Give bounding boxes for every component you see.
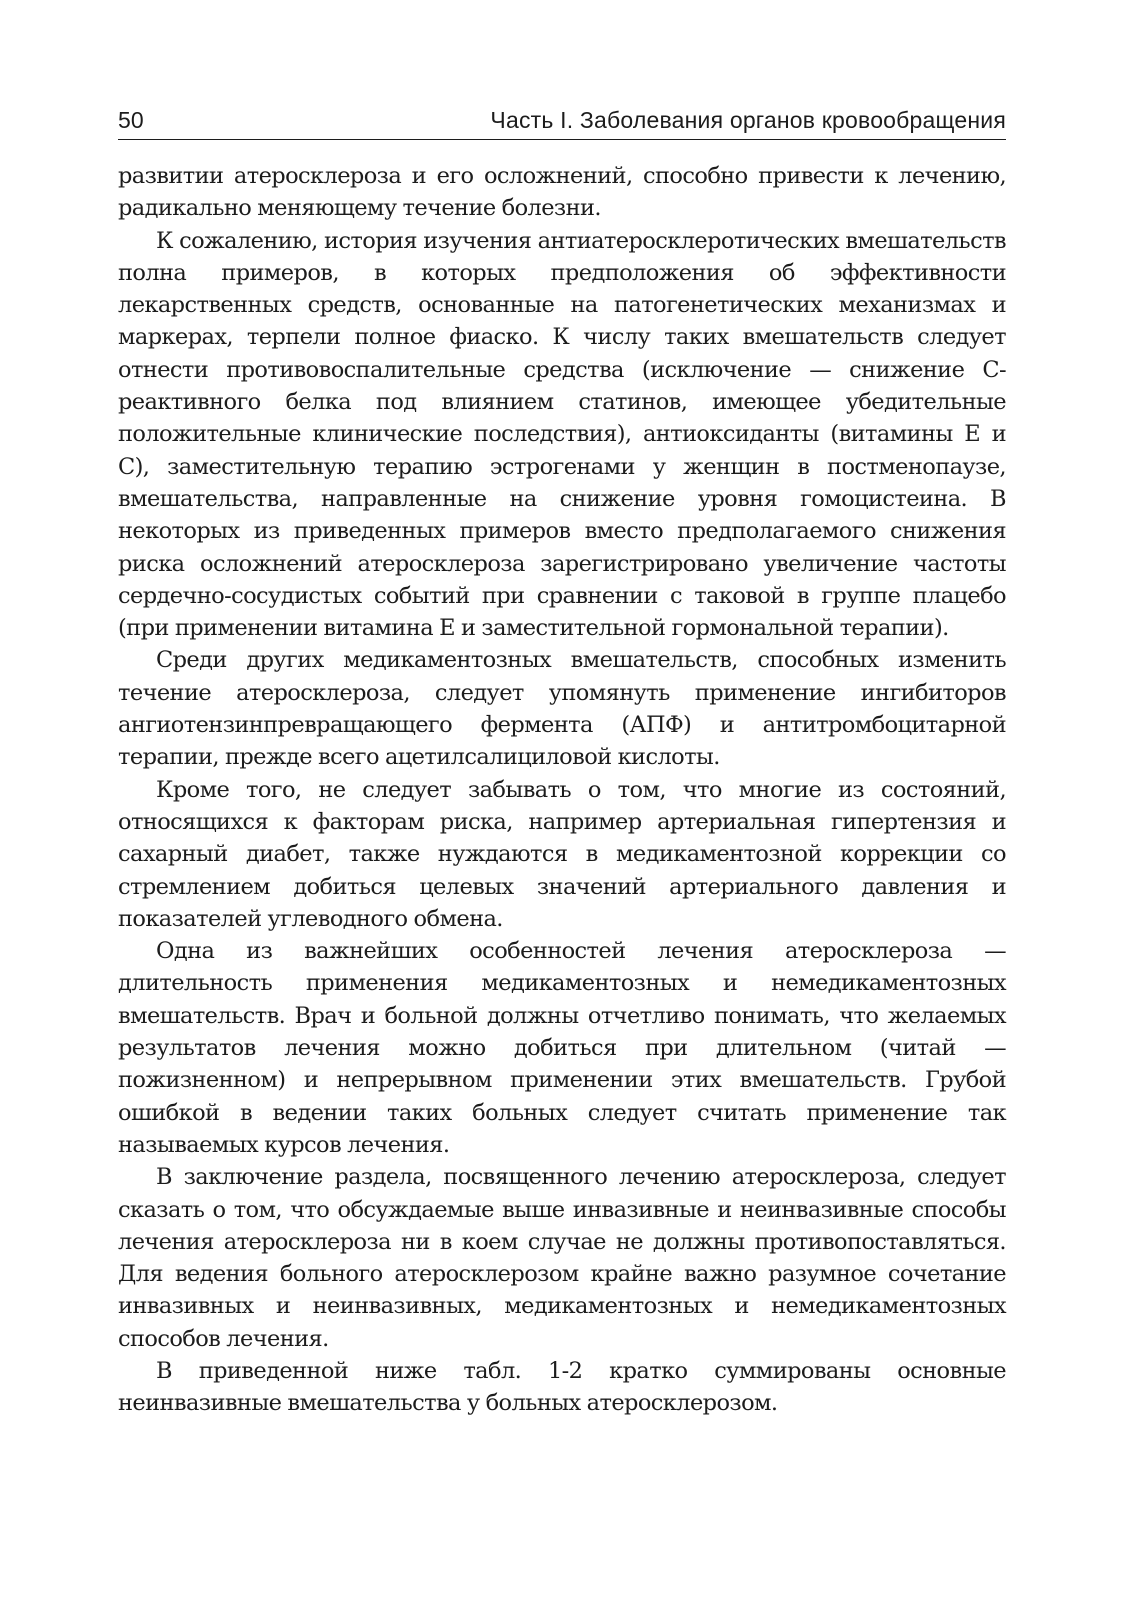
running-head: [118, 106, 1006, 140]
running-title: Часть I. Заболевания органов кровообращения: [490, 107, 1006, 133]
paragraph: В заключение раздела, посвященного лечению атеросклероза, следует сказать о том, что обсуждаемые выше инвазивные и неинвазивные способы лечения атеросклероза ни в коем случае не должны противопоставляться. Для ведения больного атеросклерозом крайне важно разумное сочетание инвазивных и неинвазивных, медикаментозных и немедикаментозных способов лечения.: [118, 1164, 1006, 1352]
book-page: [118, 106, 1006, 1420]
body-text: [118, 160, 1006, 1420]
page-number: 50: [118, 107, 144, 133]
paragraph: Кроме того, не следует забывать о том, что многие из состояний, относящихся к факторам риска, например артериальная гипертензия и сахарный диабет, также нуждаются в медикаментозной коррекции со стремлением добиться целевых значений артериального давления и показателей углеводного обмена.: [118, 776, 1006, 932]
paragraph: Среди других медикаментозных вмешательств, способных изменить течение атеросклероза, следует упомянуть применение ингибиторов ангиотензинпревращающего фермента (АПФ) и антитромбоцитарной терапии, прежде всего ацетилсалициловой кислоты.: [118, 647, 1006, 771]
paragraph: К сожалению, история изучения антиатеросклеротических вмешательств полна примеров, в которых предположения об эффективности лекарственных средств, основанные на патогенетических механизмах и маркерах, терпели полное фиаско. К числу таких вмешательств следует отнести противовоспалительные средства (исключение — снижение С-реактивного белка под влиянием статинов, имеющее убедительные положительные клинические последствия), антиоксиданты (витамины Е и С), заместительную терапию эстрогенами у женщин в постменопаузе, вмешательства, направленные на снижение уровня гомоцистеина. В некоторых из приведенных примеров вместо предполагаемого снижения риска осложнений атеросклероза зарегистрировано увеличение частоты сердечно-сосудистых событий при сравнении с таковой в группе плацебо (при применении витамина Е и заместительной гормональной терапии).: [118, 227, 1006, 642]
paragraph-continued: развитии атеросклероза и его осложнений, способно привести к лечению, радикально меняющему течение болезни.: [118, 163, 1006, 222]
paragraph: В приведенной ниже табл. 1-2 кратко суммированы основные неинвазивные вмешательства у больных атеросклерозом.: [118, 1357, 1006, 1417]
paragraph: Одна из важнейших особенностей лечения атеросклероза — длительность применения медикаментозных и немедикаментозных вмешательств. Врач и больной должны отчетливо понимать, что желаемых результатов лечения можно добиться при длительном (читай — пожизненном) и непрерывном применении этих вмешательств. Грубой ошибкой в ведении таких больных следует считать применение так называемых курсов лечения.: [118, 938, 1006, 1158]
